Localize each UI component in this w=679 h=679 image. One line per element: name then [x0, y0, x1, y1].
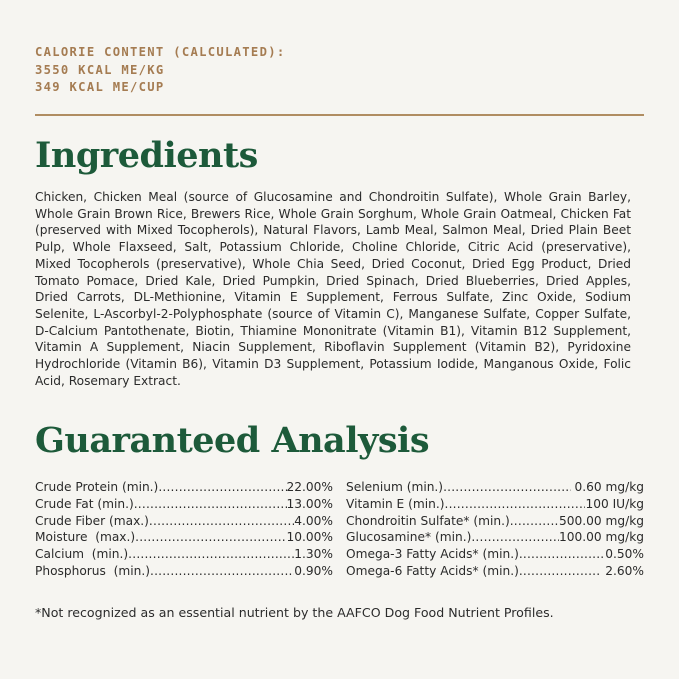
- dot-leader: [158, 479, 286, 496]
- nutrient-name: Phosphorus (min.): [35, 563, 150, 578]
- nutrient-name: Chondroitin Sulfate* (min.): [346, 513, 510, 528]
- analysis-row: [35, 513, 333, 530]
- dot-leader: [128, 546, 294, 563]
- nutrient-name: Crude Protein (min.): [35, 480, 159, 494]
- calorie-title: CALORIE CONTENT (CALCULATED):: [35, 45, 286, 59]
- calorie-per-kg: 3550 KCAL ME/KG: [35, 62, 165, 77]
- analysis-row: [35, 529, 333, 546]
- analysis-row: [35, 563, 333, 580]
- analysis-row: [35, 479, 333, 496]
- nutrient-name: Vitamin E (min.): [346, 496, 445, 511]
- analysis-row: [346, 479, 644, 496]
- analysis-row: [346, 546, 644, 563]
- analysis-row: [346, 513, 644, 530]
- nutrient-value: 1.30%: [294, 547, 333, 562]
- nutrient-name: Crude Fat (min.): [35, 496, 134, 511]
- nutrient-value: 2.60%: [601, 563, 644, 578]
- dot-leader: [443, 479, 571, 496]
- nutrient-name: Moisture (max.): [35, 530, 136, 545]
- calorie-per-cup: 349 KCAL ME/CUP: [35, 80, 165, 94]
- nutrient-name: Glucosamine* (min.): [346, 530, 472, 545]
- nutrient-value: 22.00%: [286, 480, 333, 494]
- analysis-row: [346, 529, 644, 546]
- nutrient-value: 100.00 mg/kg: [558, 530, 644, 545]
- nutrient-value: 4.00%: [294, 513, 333, 528]
- dot-leader: [150, 563, 294, 580]
- divider: [35, 114, 644, 116]
- nutrient-value: 100 IU/kg: [585, 496, 644, 511]
- analysis-row: [346, 563, 644, 580]
- nutrient-name: Calcium (min.): [35, 547, 129, 562]
- calorie-content: [35, 44, 286, 97]
- dot-leader: [135, 529, 286, 546]
- nutrient-name: Omega-6 Fatty Acids* (min.): [346, 563, 519, 578]
- nutrient-value: 13.00%: [286, 496, 333, 511]
- nutrient-value: 10.00%: [286, 530, 333, 545]
- dot-leader: [519, 563, 602, 580]
- analysis-row: [35, 496, 333, 513]
- dot-leader: [471, 529, 559, 546]
- footnote: *Not recognized as an essential nutrient by the AAFCO Dog Food Nutrient Profiles.: [35, 605, 554, 620]
- ingredients-heading: Ingredients: [35, 135, 258, 176]
- guaranteed-analysis-heading: Guaranteed Analysis: [35, 420, 430, 461]
- nutrient-value: 0.60 mg/kg: [570, 480, 644, 494]
- nutrient-name: Selenium (min.): [346, 480, 444, 494]
- nutrient-name: Omega-3 Fatty Acids* (min.): [346, 547, 519, 562]
- dot-leader: [445, 496, 586, 513]
- analysis-left-column: [35, 479, 333, 580]
- analysis-right-column: [346, 479, 644, 580]
- nutrient-value: 0.90%: [294, 563, 333, 578]
- dot-leader: [519, 546, 605, 563]
- nutrient-name: Crude Fiber (max.): [35, 513, 149, 528]
- nutrient-value: 0.50%: [605, 547, 644, 562]
- nutrient-value: 500.00 mg/kg: [558, 513, 644, 528]
- dot-leader: [149, 513, 294, 530]
- ingredients-list: Chicken, Chicken Meal (source of Glucosamine and Chondroitin Sulfate), Whole Grain Barley, Whole Grain Brown Rice, Brewers Rice, Whole Grain Sorghum, Whole Grain Oatmeal, Chicken Fat (preserved with Mixed Tocopherols), Natural Flavors, Lamb Meal, Salmon Meal, Dried Plain Beet Pulp, Whole Flaxseed, Salt, Potassium Chloride, Choline Chloride, Citric Acid (preservative), Mixed Tocopherols (preservative), Whole Chia Seed, Dried Coconut, Dried Egg Product, Dried Tomato Pomace, Dried Kale, Dried Pumpkin, Dried Spinach, Dried Blueberries, Dried Apples, Dried Carrots, DL-Methionine, Vitamin E Supplement, Ferrous Sulfate, Zinc Oxide, Sodium Selenite, L-Ascorbyl-2-Polyphosphate (source of Vitamin C), Manganese Sulfate, Copper Sulfate, D-Calcium Pantothenate, Biotin, Thiamine Mononitrate (Vitamin B1), Vitamin B12 Supplement, Vitamin A Supplement, Niacin Supplement, Riboflavin Supplement (Vitamin B2), Pyridoxine Hydrochloride (Vitamin B6), Vitamin D3 Supplement, Potassium Iodide, Manganous Oxide, Folic Acid, Rosemary Extract.: [35, 190, 631, 388]
- dot-leader: [510, 513, 559, 530]
- analysis-row: [35, 546, 333, 563]
- dot-leader: [134, 496, 287, 513]
- analysis-row: [346, 496, 644, 513]
